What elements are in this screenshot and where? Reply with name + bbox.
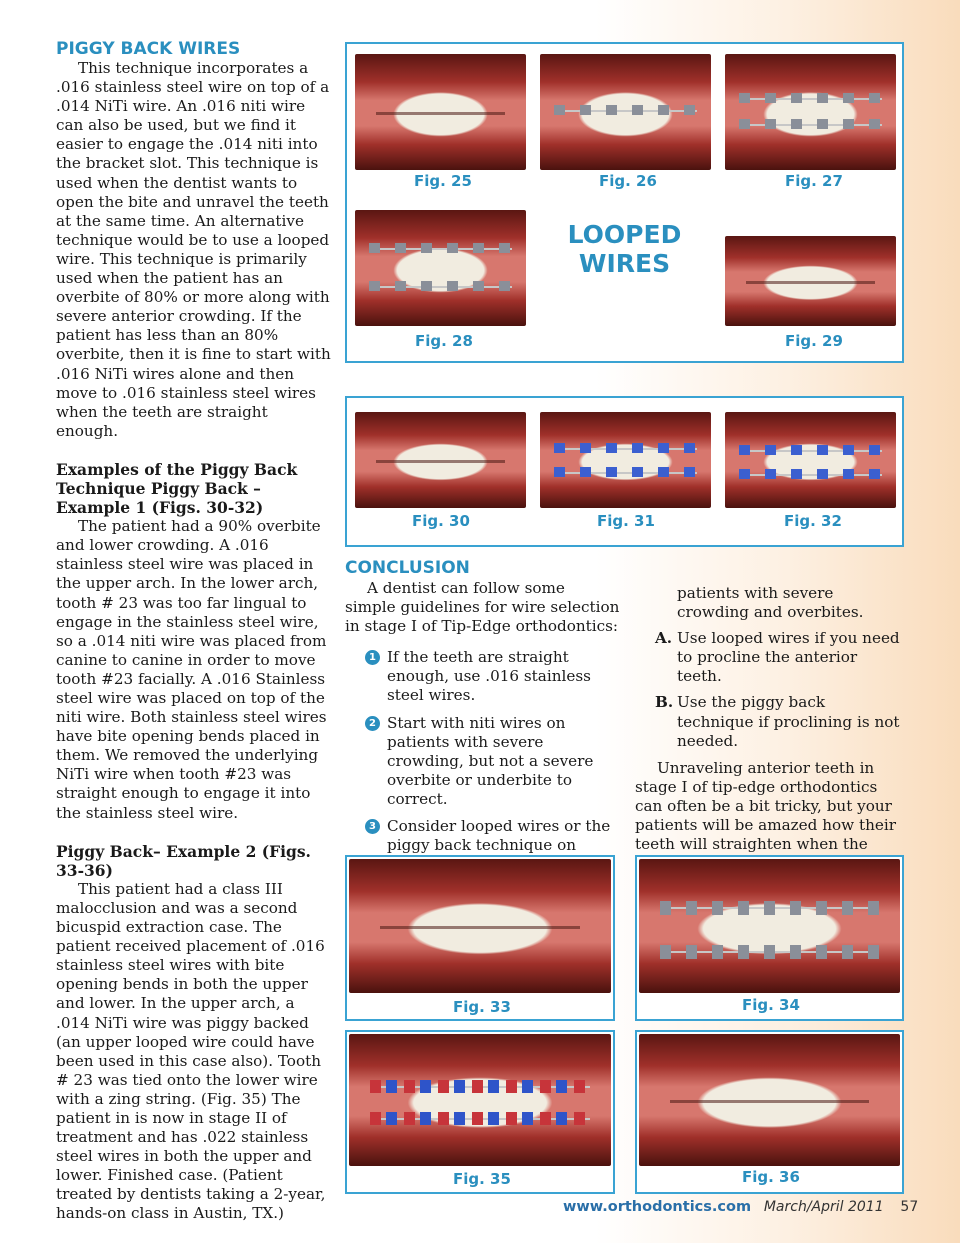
page-footer xyxy=(563,1197,919,1215)
piggy-back-intro xyxy=(56,59,332,441)
photo-fig-33 xyxy=(349,859,611,993)
photo-fig-35 xyxy=(349,1034,611,1166)
left-column xyxy=(56,39,332,1224)
conclusion-left xyxy=(345,557,620,855)
photo-fig-30 xyxy=(355,412,526,508)
conclusion-right xyxy=(635,584,903,873)
caption-fig-26: Fig. 26 xyxy=(599,172,657,190)
caption-fig-25: Fig. 25 xyxy=(414,172,472,190)
caption-fig-33: Fig. 33 xyxy=(453,998,511,1016)
fig-36-panel xyxy=(635,1030,904,1194)
photo-fig-26 xyxy=(540,54,711,170)
conclusion-intro: A dentist can follow some simple guidelines for wire selection in stage I of Tip-Edge orthodontics: xyxy=(345,579,620,636)
conclusion-option-b xyxy=(635,693,903,750)
example1-heading: Examples of the Piggy Back Technique Piggy Back – Example 1 (Figs. 30-32) xyxy=(56,459,298,518)
footer-url[interactable]: www.orthodontics.com xyxy=(563,1199,752,1215)
example1-text: The patient had a 90% overbite and lower crowding. A .016 stainless steel wire was placed in the upper arch. In the lower arch, tooth # 23 was too far lingual to engage in the stainless steel wire, so a .014 niti wire was placed from canine to canine in order to move tooth #23 facially. A .016 Stainless steel wire was placed on top of the niti wire. Both stainless steel wires have bite opening bends placed in them. We removed the underlying NiTi wire when tooth #23 was straight enough to engage it into the stainless steel wire. xyxy=(56,517,327,822)
photo-fig-31 xyxy=(540,412,711,508)
caption-fig-30: Fig. 30 xyxy=(412,512,470,530)
option-a-letter: A. xyxy=(655,629,673,648)
example2-heading: Piggy Back– Example 2 (Figs. 33-36) xyxy=(56,841,311,880)
section-heading-piggy-back: PIGGY BACK WIRES xyxy=(56,39,241,59)
caption-fig-27: Fig. 27 xyxy=(785,172,843,190)
footer-issue: March/April 2011 xyxy=(763,1199,884,1215)
page-number: 57 xyxy=(900,1199,919,1215)
figs-30-32-panel xyxy=(345,396,904,547)
conclusion-closing: Unraveling anterior teeth in stage I of tip-edge orthodontics can often be a bit tricky, but your patients will be amazed how their teeth will straighten when the xyxy=(635,758,896,854)
caption-fig-31: Fig. 31 xyxy=(597,512,655,530)
option-b-letter: B. xyxy=(655,693,674,712)
fig-35-panel xyxy=(345,1030,615,1194)
caption-fig-35: Fig. 35 xyxy=(453,1170,511,1188)
fig-33-panel xyxy=(345,855,615,1021)
conclusion-item-3 xyxy=(345,817,620,855)
conclusion-item-3-text: Consider looped wires or the piggy back technique on xyxy=(387,817,611,855)
conclusion-heading: CONCLUSION xyxy=(345,558,470,578)
conclusion-item-3-continued: patients with severe crowding and overbites. xyxy=(677,584,864,622)
looped-wires-title-line1: LOOPED xyxy=(567,220,682,249)
photo-fig-25 xyxy=(355,54,526,170)
looped-wires-title-line2: WIRES xyxy=(578,249,671,278)
conclusion-item-1-text: If the teeth are straight enough, use .016 stainless steel wires. xyxy=(387,648,591,705)
caption-fig-29: Fig. 29 xyxy=(785,332,843,350)
number-3-icon: 3 xyxy=(365,819,380,834)
option-b-text: Use the piggy back technique if proclining is not needed. xyxy=(677,693,900,750)
looped-wires-title xyxy=(547,220,702,278)
number-1-icon: 1 xyxy=(365,650,380,665)
example2-text: This patient had a class III malocclusion and was a second bicuspid extraction case. The patient received placement of .016 stainless steel wires with bite opening bends in both the upper and lower. In the upper arch, a .014 NiTi wire was piggy backed (an upper looped wire could have been used in this case also). Tooth # 23 was tied onto the lower wire with a zing string. (Fig. 35) The patient in is now in stage II of treatment and has .022 stainless steel wires in both the upper and lower. Finished case. (Patient treated by dentists taking a 2-year, hands-on class in Austin, TX.) xyxy=(56,879,326,1223)
conclusion-item-2 xyxy=(345,714,620,809)
photo-fig-34 xyxy=(639,859,900,993)
looped-wires-panel xyxy=(345,42,904,363)
photo-fig-28 xyxy=(355,210,526,326)
number-2-icon: 2 xyxy=(365,716,380,731)
photo-fig-27 xyxy=(725,54,896,170)
option-a-text: Use looped wires if you need to procline the anterior teeth. xyxy=(677,629,900,686)
caption-fig-34: Fig. 34 xyxy=(742,996,800,1014)
conclusion-item-2-text: Start with niti wires on patients with severe crowding, but not a severe overbite or underbite to correct. xyxy=(387,713,594,808)
photo-fig-36 xyxy=(639,1034,900,1166)
fig-34-panel xyxy=(635,855,904,1021)
conclusion-item-1 xyxy=(345,648,620,705)
caption-fig-36: Fig. 36 xyxy=(742,1168,800,1186)
photo-fig-32 xyxy=(725,412,896,508)
conclusion-option-a xyxy=(635,629,903,686)
caption-fig-32: Fig. 32 xyxy=(784,512,842,530)
caption-fig-28: Fig. 28 xyxy=(415,332,473,350)
piggy-back-intro-text: This technique incorporates a .016 stainless steel wire on top of a .014 NiTi wire. An .016 niti wire can also be used, but we find it easier to engage the .014 niti into the bracket slot. This technique is used when the dentist wants to open the bite and unravel the teeth at the same time. An alternative technique would be to use a looped wire. This technique is primarily used when the patient has an overbite of 80% or more along with severe anterior crowding. If the patient has less than an 80% overbite, then it is fine to start with .016 NiTi wires alone and then move to .016 stainless steel wires when the teeth are straight enough. xyxy=(56,59,331,440)
photo-fig-29 xyxy=(725,236,896,326)
